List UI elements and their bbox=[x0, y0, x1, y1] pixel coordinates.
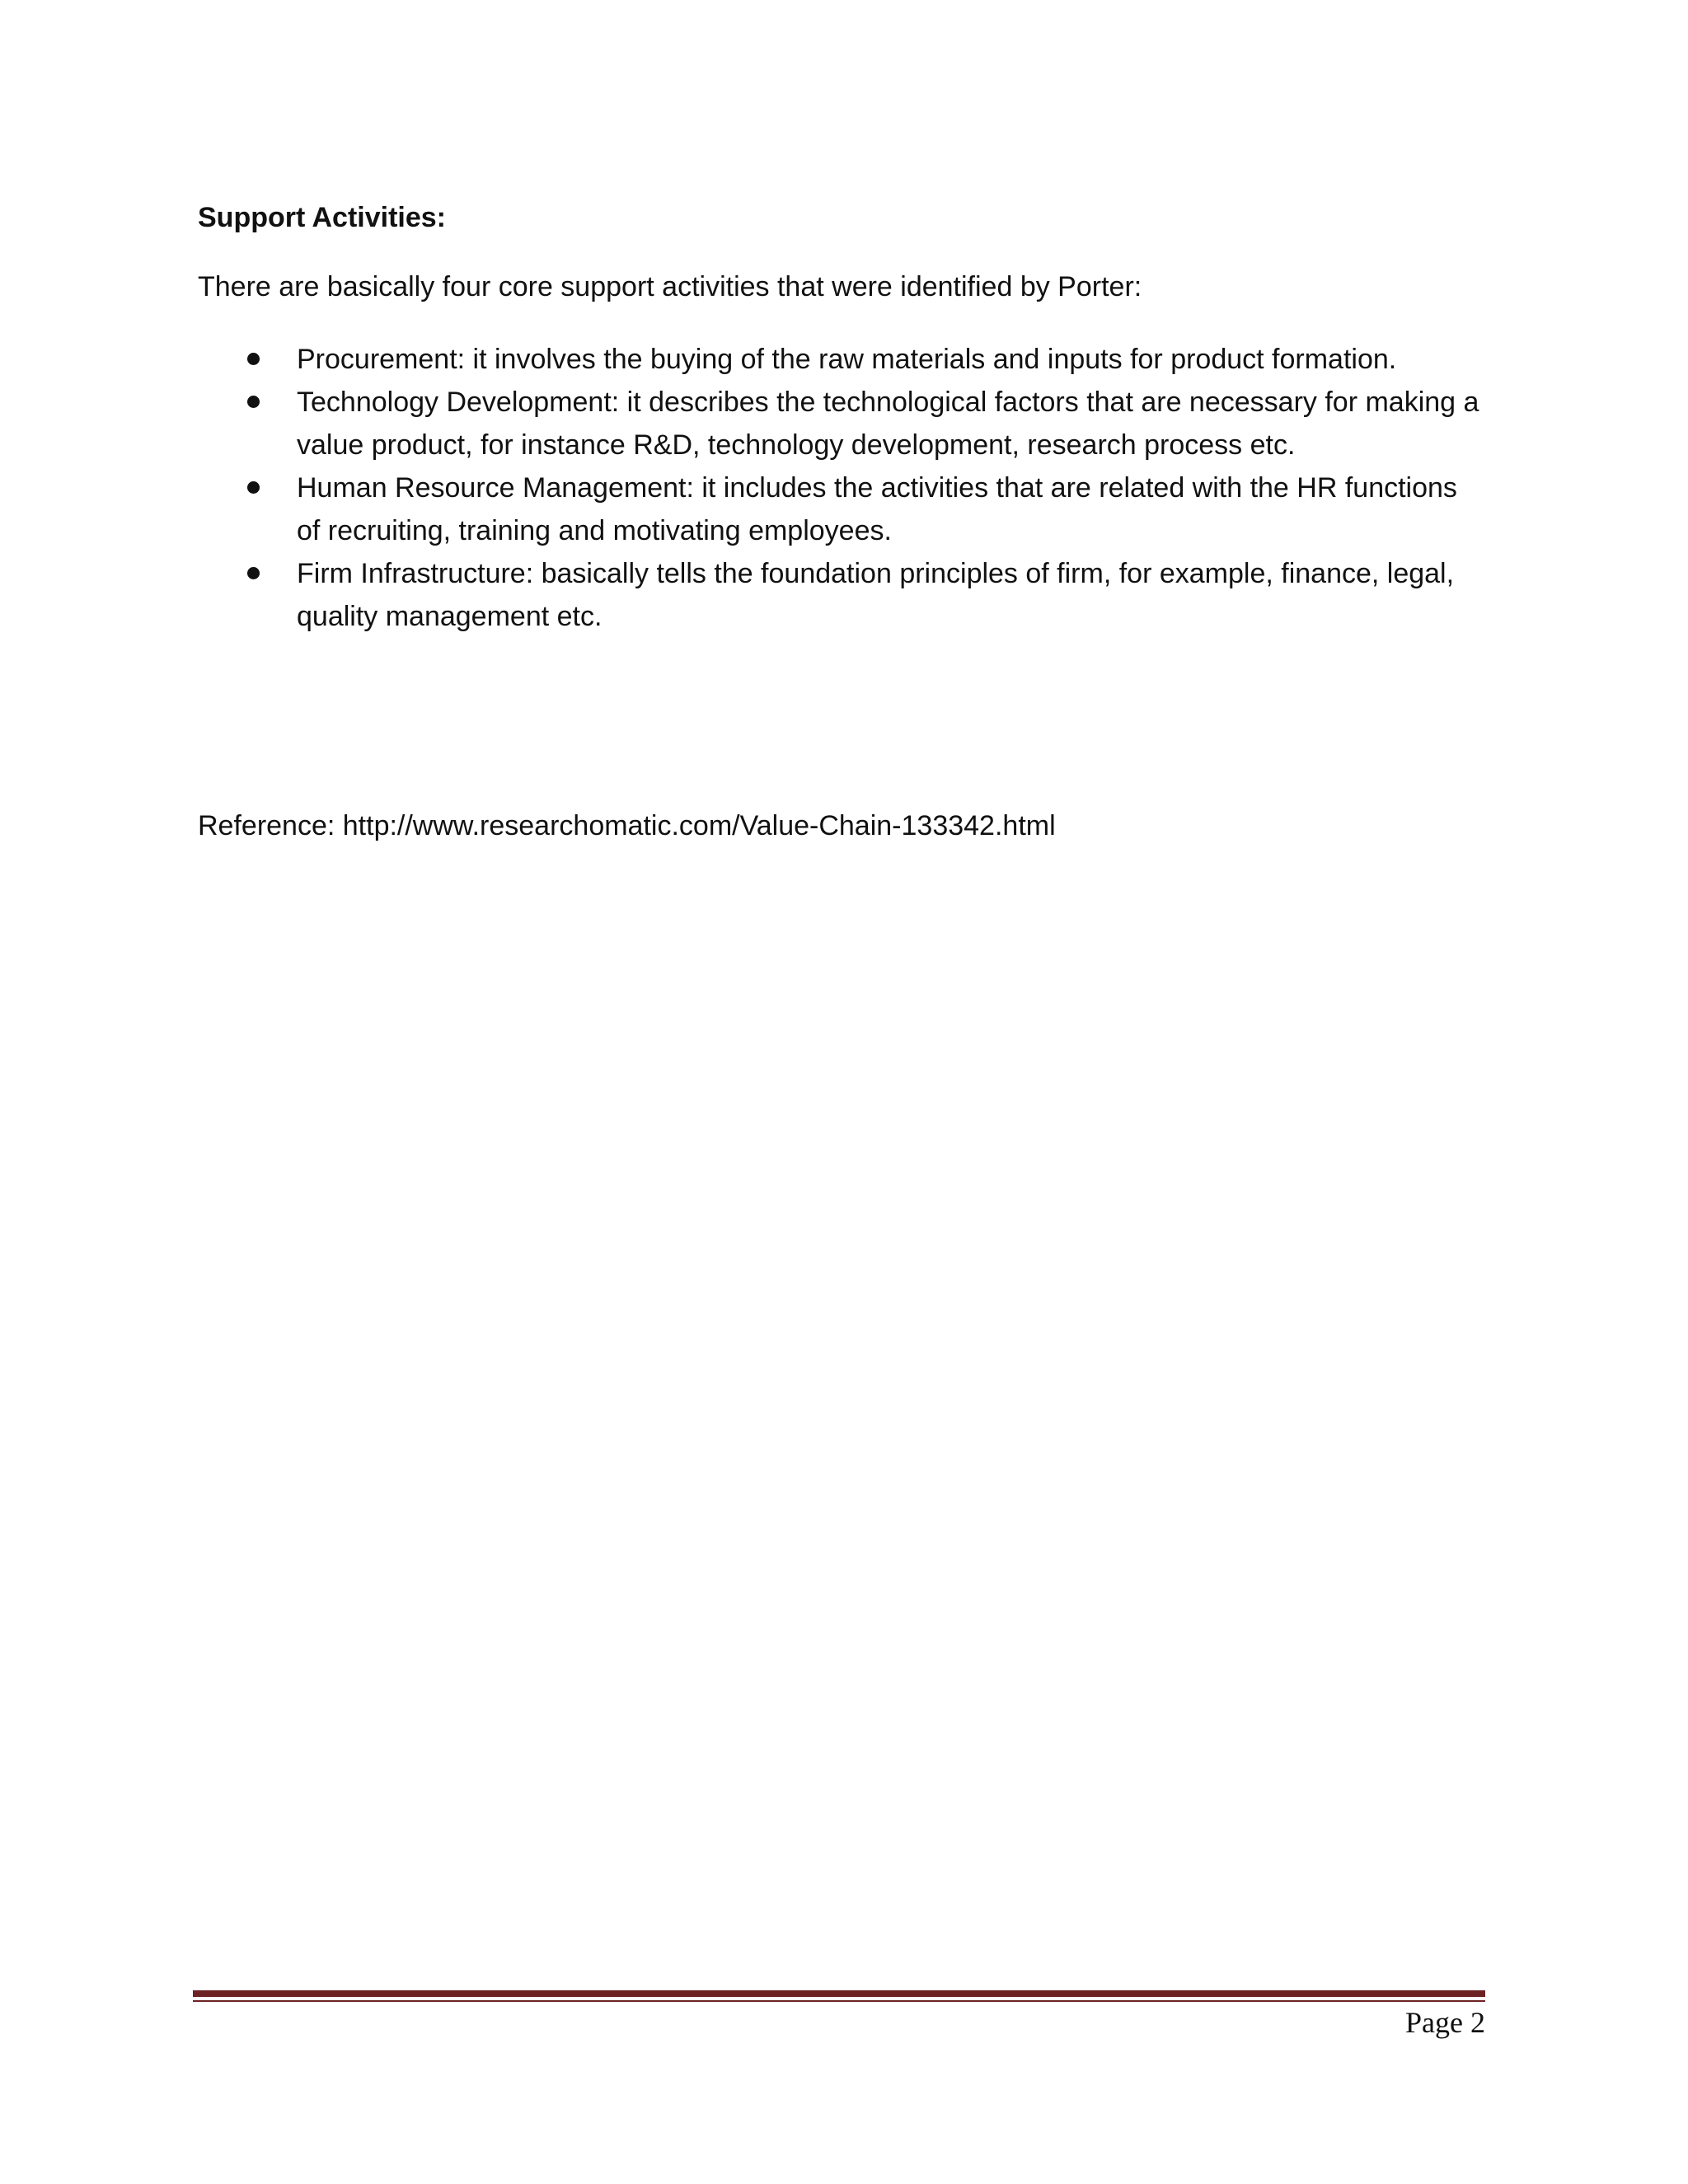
bullet-icon bbox=[247, 481, 260, 494]
list-item bbox=[0, 381, 1484, 466]
footer-divider bbox=[193, 1990, 1485, 1997]
bullet-icon bbox=[247, 353, 260, 365]
support-activities-list bbox=[0, 338, 1688, 638]
bullet-icon bbox=[247, 396, 260, 408]
list-item-text: Technology Development: it describes the technological factors that are necessary for making a value product, for instance R&D, technology development, research process etc. bbox=[297, 387, 1479, 461]
footer-divider-thin bbox=[193, 2000, 1485, 2002]
page-number: Page 2 bbox=[1405, 2006, 1485, 2039]
bullet-icon bbox=[247, 567, 260, 579]
intro-paragraph: There are basically four core support activities that were identified by Porter: bbox=[198, 271, 1142, 302]
list-item bbox=[0, 466, 1484, 552]
list-item-text: Procurement: it involves the buying of the raw materials and inputs for product formation. bbox=[297, 344, 1397, 375]
list-item bbox=[0, 338, 1484, 381]
section-heading: Support Activities: bbox=[198, 202, 446, 233]
list-item-text: Firm Infrastructure: basically tells the foundation principles of firm, for example, finance, legal, quality management etc. bbox=[297, 558, 1455, 632]
list-item bbox=[0, 552, 1484, 638]
list-item-text: Human Resource Management: it includes the activities that are related with the HR functions of recruiting, training and motivating employees. bbox=[297, 472, 1457, 546]
reference-line: Reference: http://www.researchomatic.com/Value-Chain-133342.html bbox=[198, 810, 1056, 841]
